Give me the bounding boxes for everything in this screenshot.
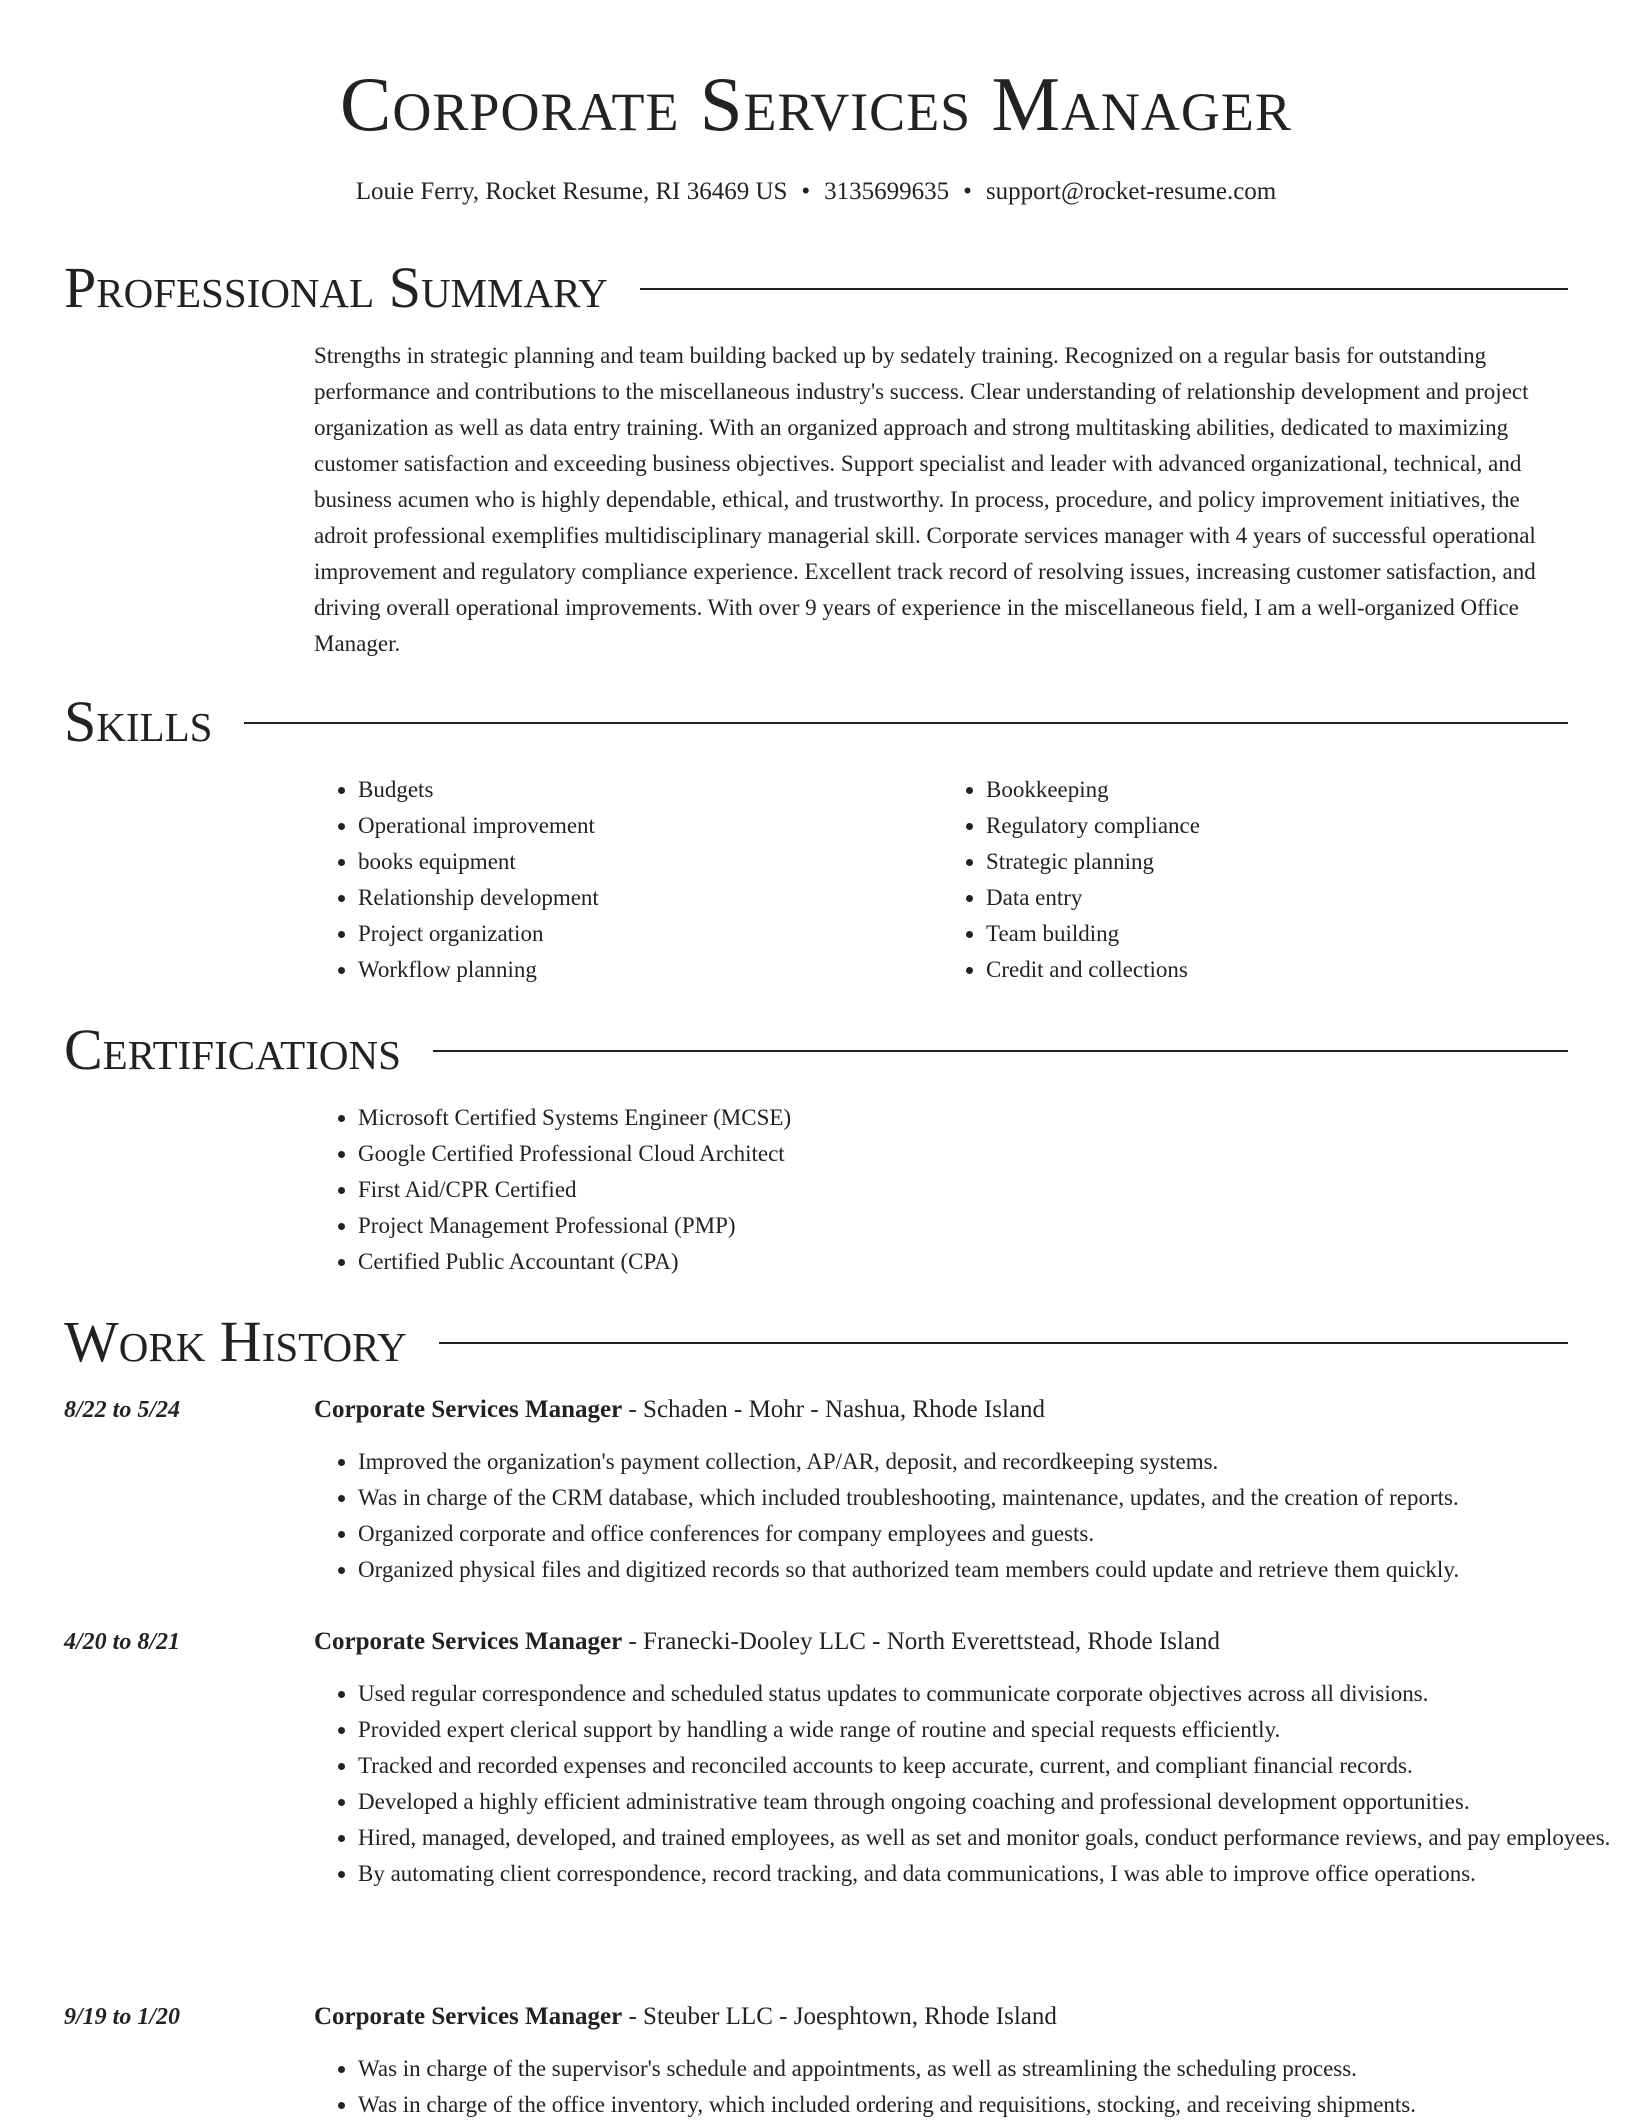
job-duty-item: • Improved the organization's payment collection, AP/AR, deposit, and recordkeeping systems. xyxy=(358,1444,1614,1480)
skills-heading: Skills xyxy=(64,689,213,754)
job-dates: 9/19 to 1/20 xyxy=(64,2004,181,2030)
section-divider xyxy=(244,722,1568,724)
skill-item: • Team building xyxy=(986,916,1570,952)
job-employer-location: - Franecki-Dooley LLC - North Everettstead, Rhode Island xyxy=(622,1628,1220,1655)
skills-list xyxy=(314,772,1570,988)
job-duty-item: • Organized corporate and office conferences for company employees and guests. xyxy=(358,1516,1614,1552)
section-divider xyxy=(640,288,1568,290)
section-divider xyxy=(433,1050,1568,1052)
contact-phone: 3135699635 xyxy=(824,178,950,205)
skill-item: • Bookkeeping xyxy=(986,772,1570,808)
contact-separator: • xyxy=(963,178,972,205)
summary-heading: Professional Summary xyxy=(64,255,608,320)
work-heading: Work History xyxy=(64,1309,407,1374)
work-section-header xyxy=(64,1310,1568,1374)
skill-item: • Strategic planning xyxy=(986,844,1570,880)
skills-column-right xyxy=(942,772,1570,988)
skill-item: • books equipment xyxy=(358,844,942,880)
skill-item: • Relationship development xyxy=(358,880,942,916)
skill-item: • Regulatory compliance xyxy=(986,808,1570,844)
job-duty-item: • Organized physical files and digitized records so that authorized team members could update and retrieve them quickly. xyxy=(358,1552,1614,1588)
section-divider xyxy=(439,1342,1568,1344)
job-title: Corporate Services Manager xyxy=(314,2003,623,2030)
job-header xyxy=(314,1999,1057,2035)
summary-text: Strengths in strategic planning and team building backed up by sedately training. Recognized on a regular basis for outstanding performance and contributions to the miscellaneous industry's success. Clear understanding of relationship development and project organization as well as data entry training. With an organized approach and strong multitasking abilities, dedicated to maximizing customer satisfaction and exceeding business objectives. Support specialist and leader with advanced organizational, technical, and business acumen who is highly dependable, ethical, and trustworthy. In process, procedure, and policy improvement initiatives, the adroit professional exemplifies multidisciplinary managerial skill. Corporate services manager with 4 years of successful operational improvement and regulatory compliance experience. Excellent track record of resolving issues, increasing customer satisfaction, and driving overall operational improvements. With over 9 years of experience in the miscellaneous field, I am a well-organized Office Manager. xyxy=(314,343,1536,656)
skill-item: • Workflow planning xyxy=(358,952,942,988)
job-duty-item: • Used regular correspondence and scheduled status updates to communicate corporate objectives across all divisions. xyxy=(358,1676,1614,1712)
certifications-heading: Certifications xyxy=(64,1017,401,1082)
skill-item: • Project organization xyxy=(358,916,942,952)
certification-item: • Google Certified Professional Cloud Architect xyxy=(358,1136,1614,1172)
skill-item: • Credit and collections xyxy=(986,952,1570,988)
job-duty-item: • Tracked and recorded expenses and reconciled accounts to keep accurate, current, and compliant financial records. xyxy=(358,1748,1614,1784)
job-employer-location: - Schaden - Mohr - Nashua, Rhode Island xyxy=(622,1396,1046,1423)
job-dates: 8/22 to 5/24 xyxy=(64,1397,181,1423)
job-duty-item: • Was in charge of the CRM database, which included troubleshooting, maintenance, updates, and the creation of reports. xyxy=(358,1480,1614,1516)
job-duty-item: • Hired, managed, developed, and trained employees, as well as set and monitor goals, conduct performance reviews, and pay employees. xyxy=(358,1820,1614,1856)
job-header xyxy=(314,1624,1220,1660)
certification-item: • Microsoft Certified Systems Engineer (MCSE) xyxy=(358,1100,1614,1136)
contact-separator: • xyxy=(801,178,811,205)
certification-item: • Certified Public Accountant (CPA) xyxy=(358,1244,1614,1280)
job-duties-list xyxy=(314,1444,1614,1588)
job-duty-item: • Was in charge of the office inventory, which included ordering and requisitions, stocking, and receiving shipments. xyxy=(358,2087,1614,2123)
job-employer-location: - Steuber LLC - Joesphtown, Rhode Island xyxy=(622,2003,1057,2030)
job-duties-list xyxy=(314,2051,1614,2123)
certification-item: • First Aid/CPR Certified xyxy=(358,1172,1614,1208)
job-dates: 4/20 to 8/21 xyxy=(64,1629,181,1655)
resume-title: Corporate Services Manager xyxy=(340,61,1292,147)
job-title: Corporate Services Manager xyxy=(314,1628,623,1655)
job-duty-item: • Developed a highly efficient administrative team through ongoing coaching and professional development opportunities. xyxy=(358,1784,1614,1820)
job-header xyxy=(314,1392,1045,1428)
contact-email: support@rocket-resume.com xyxy=(985,178,1277,205)
contact-address: Louie Ferry, Rocket Resume, RI 36469 US xyxy=(355,178,788,205)
job-title: Corporate Services Manager xyxy=(314,1396,623,1423)
certifications-section-header xyxy=(64,1018,1568,1082)
skill-item: • Budgets xyxy=(358,772,942,808)
skill-item: • Operational improvement xyxy=(358,808,942,844)
job-duties-list xyxy=(314,1676,1614,1892)
job-duty-item: • Was in charge of the supervisor's schedule and appointments, as well as streamlining the scheduling process. xyxy=(358,2051,1614,2087)
summary-section-header xyxy=(64,256,1568,320)
certifications-list xyxy=(314,1100,1614,1280)
contact-line xyxy=(0,174,1632,210)
job-duty-item: • Provided expert clerical support by handling a wide range of routine and special requests efficiently. xyxy=(358,1712,1614,1748)
skill-item: • Data entry xyxy=(986,880,1570,916)
job-duty-item: • By automating client correspondence, record tracking, and data communications, I was able to improve office operations. xyxy=(358,1856,1614,1892)
certification-item: • Project Management Professional (PMP) xyxy=(358,1208,1614,1244)
skills-section-header xyxy=(64,690,1568,754)
skills-column-left xyxy=(314,772,942,988)
